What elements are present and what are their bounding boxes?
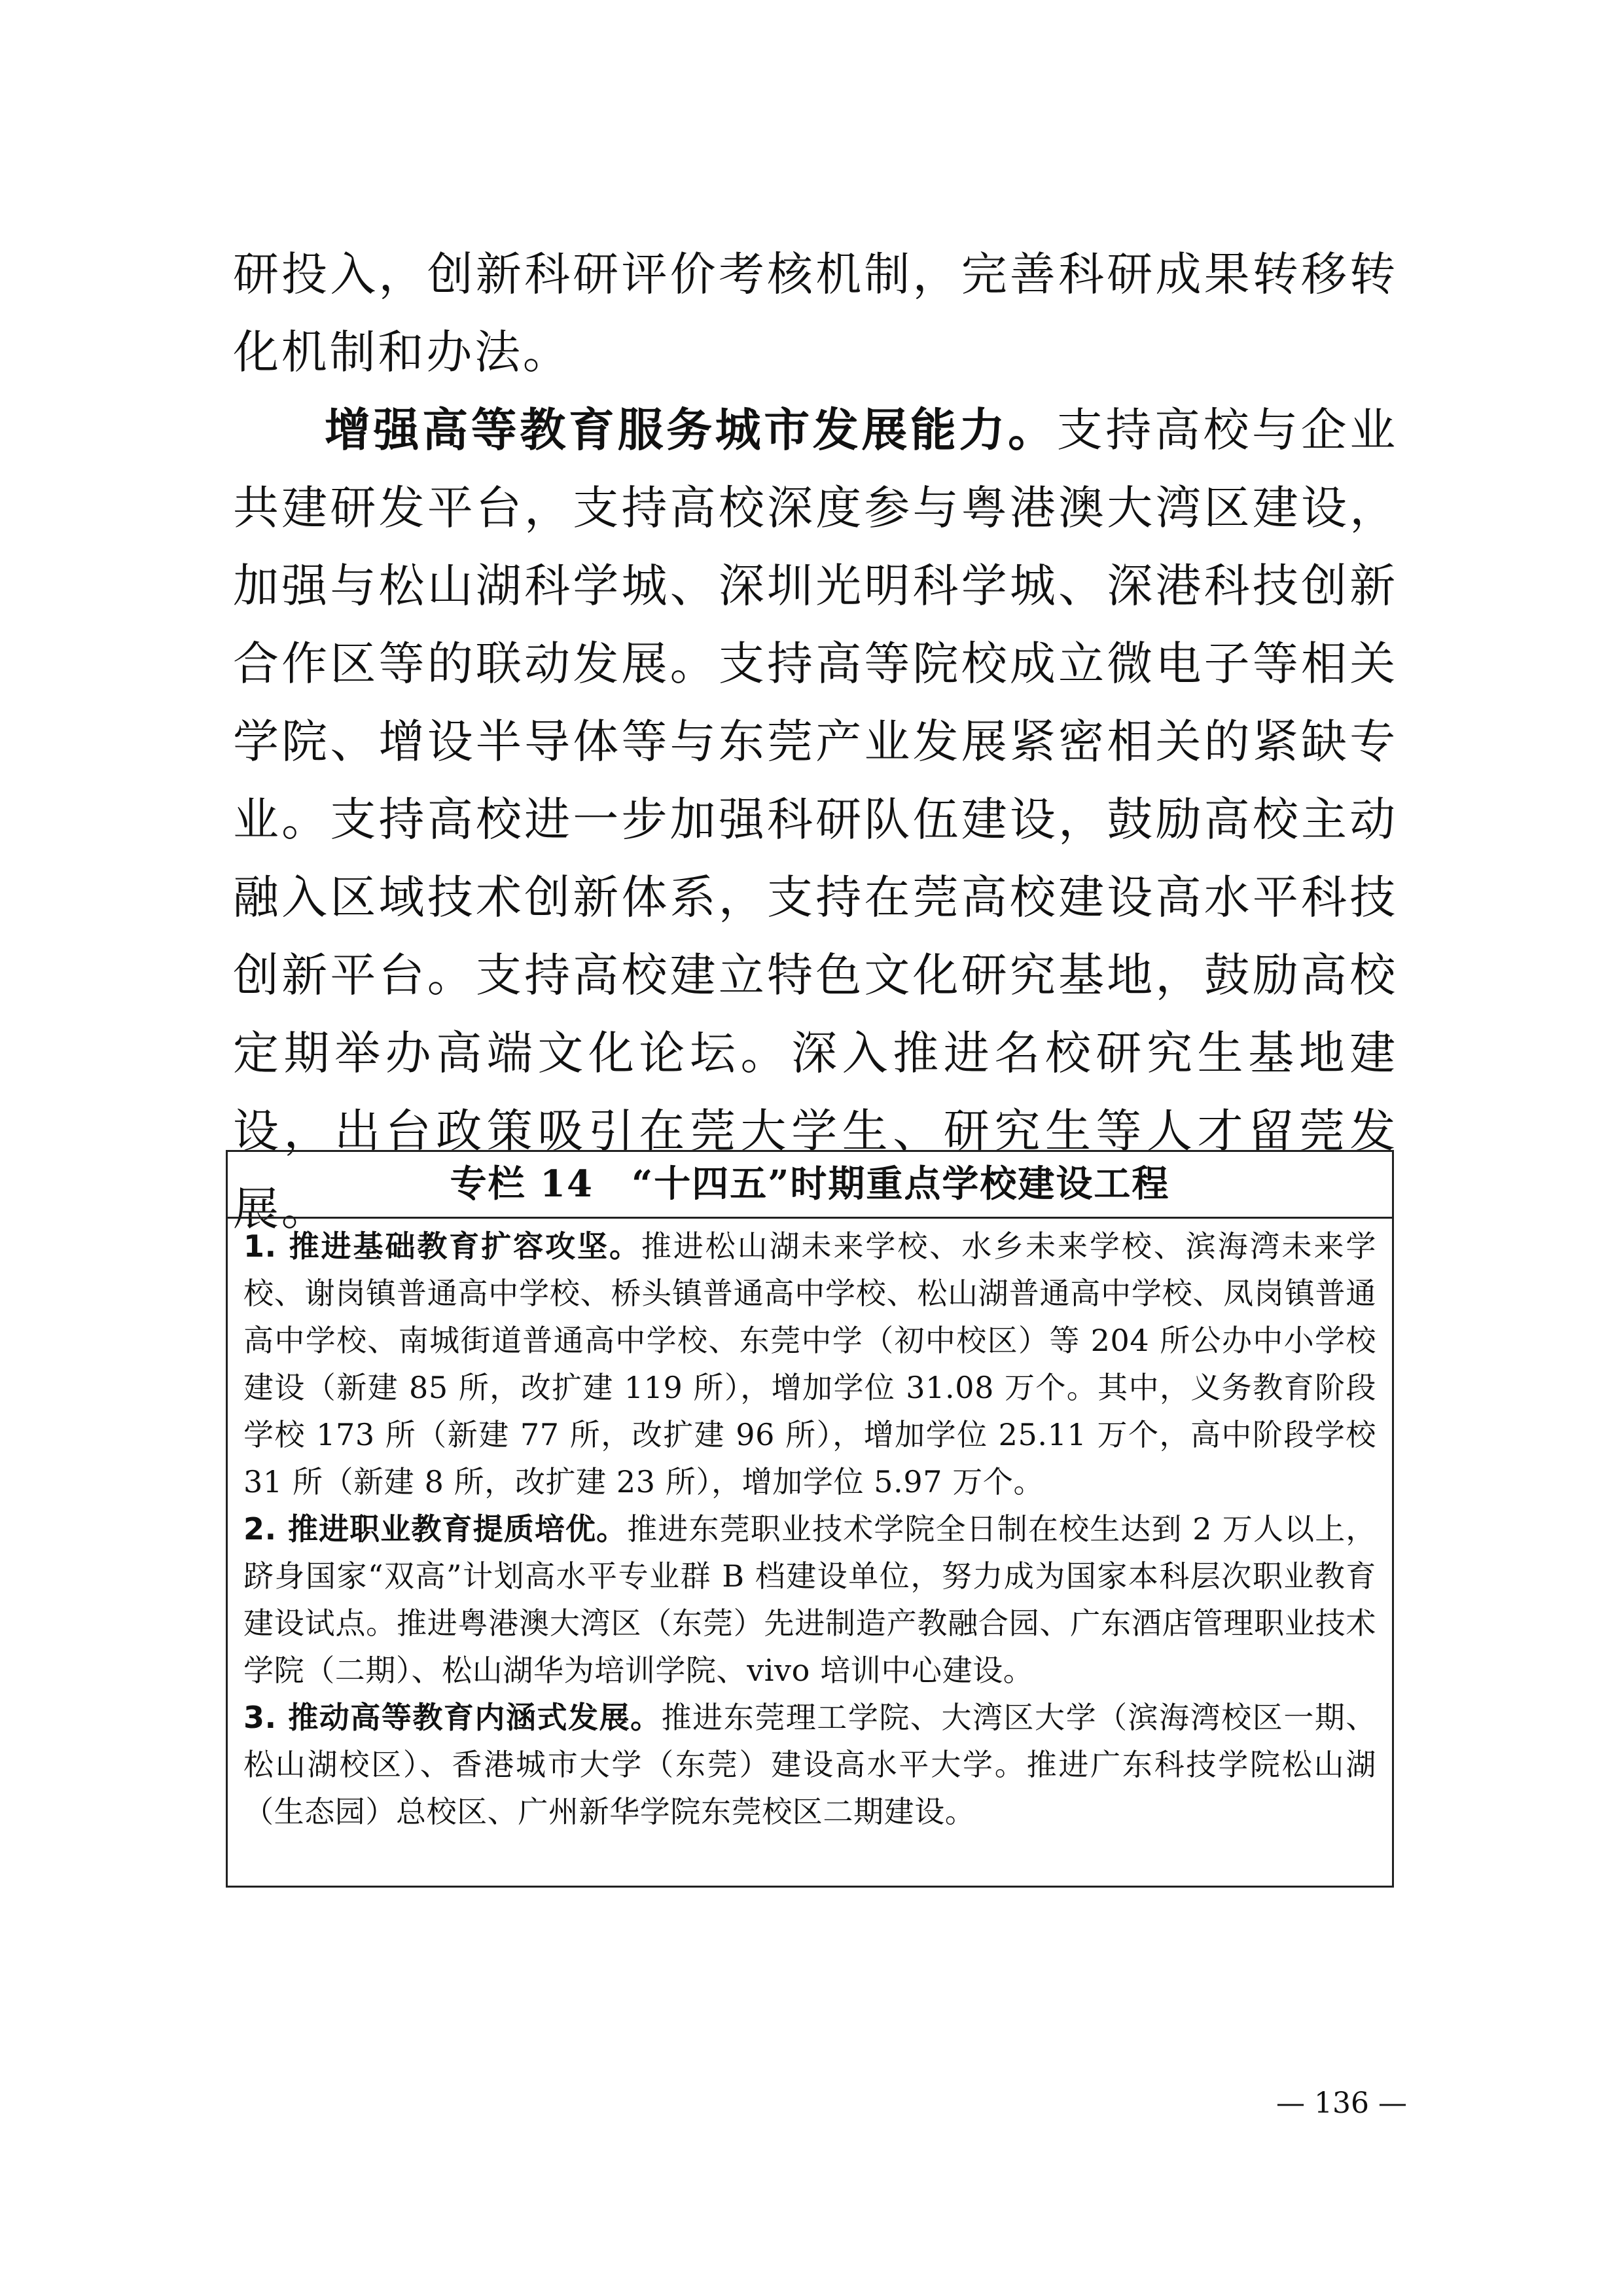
body-text [233,236,1398,1248]
box-item [243,1505,1376,1694]
box-body [228,1219,1392,1835]
box-item-text: 推进松山湖未来学校、水乡未来学校、滨海湾未来学校、谢岗镇普通高中学校、桥头镇普通高中学校、松山湖普通高中学校、凤岗镇普通高中学校、南城街道普通高中学校、东莞中学（初中校区）等 204 所公办中小学校建设（新建 85 所，改扩建 119 所），增加学位 31.08 万个。其中，义务教育阶段学校 173 所（新建 77 所，改扩建 96 所），增加学位 25.11 万个，高中阶段学校 31 所（新建 8 所，改扩建 23 所），增加学位 5.97 万个。 [243,1229,1376,1499]
box-item-text: 推进东莞职业技术学院全日制在校生达到 2 万人以上，跻身国家“双高”计划高水平专业群 B 档建设单位，努力成为国家本科层次职业教育建设试点。推进粤港澳大湾区（东莞）先进制造产教融合园、广东酒店管理职业技术学院（二期）、松山湖华为培训学院、vivo 培训中心建设。 [243,1511,1376,1688]
body-paragraph: 研投入，创新科研评价考核机制，完善科研成果转移转化机制和办法。 [233,247,1398,379]
box-title [228,1152,1392,1219]
box-item [243,1694,1376,1835]
box-heading: “十四五”时期重点学校建设工程 [632,1162,1170,1206]
box-item-text: 推进东莞理工学院、大湾区大学（滨海湾校区一期、松山湖校区）、香港城市大学（东莞）建设高水平大学。推进广东科技学院松山湖（生态园）总校区、广州新华学院东莞校区二期建设。 [243,1700,1376,1829]
paragraph-text: 支持高校与企业共建研发平台，支持高校深度参与粤港澳大湾区建设，加强与松山湖科学城、深圳光明科学城、深港科技创新合作区等的联动发展。支持高等院校成立微电子等相关学院、增设半导体等与东莞产业发展紧密相关的紧缺专业。支持高校进一步加强科研队伍建设，鼓励高校主动融入区域技术创新体系，支持在莞高校建设高水平科技创新平台。支持高校建立特色文化研究基地，鼓励高校定期举办高端文化论坛。深入推进名校研究生基地建设，出台政策吸引在莞大学生、研究生等人才留莞发展。 [233,403,1399,1236]
box-item [243,1223,1376,1505]
box-label: 专栏 14 [450,1162,594,1206]
page-number: — 136 — [1276,2087,1407,2120]
paragraph-lead: 增强高等教育服务城市发展能力。 [325,403,1057,457]
body-paragraph [233,391,1398,1248]
box-item-lead: 1. 推进基础教育扩容攻坚。 [243,1229,641,1264]
box-item-lead: 2. 推进职业教育提质培优。 [243,1511,628,1547]
feature-box [226,1150,1394,1888]
box-item-lead: 3. 推动高等教育内涵式发展。 [243,1700,662,1735]
